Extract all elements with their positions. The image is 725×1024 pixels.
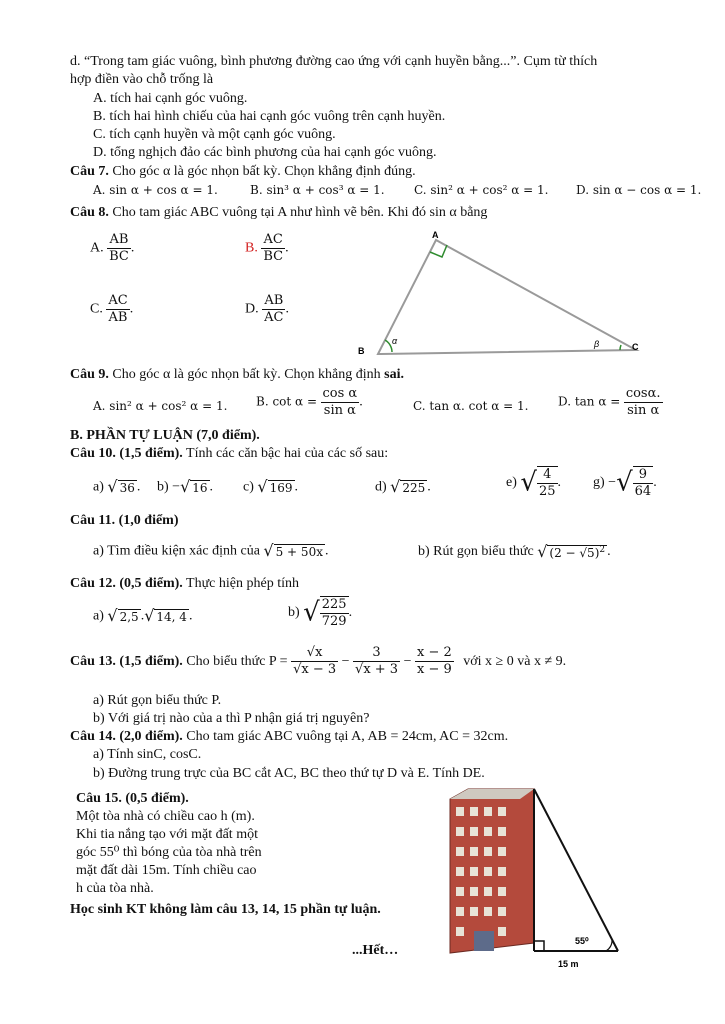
- q9-option-a: A. sin² α + cos² α = 1.: [93, 399, 228, 413]
- q10-a: a) √ 36 .: [93, 477, 141, 496]
- q8-option-b-letter: B.: [245, 240, 258, 256]
- q9-label: Câu 9.: [70, 367, 109, 382]
- q6d-stem-line1: d. “Trong tam giác vuông, bình phương đường cao ứng với cạnh huyền bằng...”. Cụm từ thích: [70, 54, 598, 69]
- q13-term3: $\frac{x - 2}{x - 9}$: [416, 645, 452, 677]
- q6d-option-a: A. tích hai cạnh góc vuông.: [93, 91, 248, 106]
- q9-bold-word: sai.: [384, 367, 404, 382]
- q14-a: a) Tính sinC, cosC.: [93, 747, 202, 762]
- fig-label-a: A: [432, 230, 439, 240]
- q11-label: Câu 11. (1,0 điểm): [70, 513, 179, 528]
- q8-option-c-letter: C.: [90, 301, 103, 317]
- q8-option-d: D. $\frac{AB}{AC}$ .: [245, 293, 289, 325]
- q8-option-a-letter: A.: [90, 240, 104, 256]
- q13-a: a) Rút gọn biểu thức P.: [93, 693, 222, 708]
- q7-option-a: A. sin α + cos α = 1.: [93, 183, 218, 197]
- q7-label: Câu 7.: [70, 164, 109, 179]
- q15-label: Câu 15. (0,5 điểm).: [76, 791, 189, 806]
- q10-e-fraction: $\frac{4}{25}$: [538, 467, 556, 499]
- q10-d: d) √ 225 .: [375, 477, 431, 496]
- q6d-option-c: C. tích cạnh huyền và một cạnh góc vuông.: [93, 127, 336, 142]
- fig-angle-label: 55⁰: [575, 936, 589, 946]
- q7-stem: [70, 163, 416, 180]
- q12-stem: [70, 575, 299, 592]
- q8-option-b: B. $\frac{AC}{BC}$ .: [245, 232, 289, 264]
- q12-a: a) √ 2,5 .√ 14, 4 .: [93, 606, 193, 625]
- q13-term1: $\frac{√x}{√x - 3}$: [293, 645, 337, 677]
- q13-b: b) Với giá trị nào của a thì P nhận giá trị nguyên?: [93, 711, 370, 726]
- triangle-abc: [378, 240, 636, 354]
- alpha-arc: [385, 340, 392, 352]
- q6d-option-d: D. tổng nghịch đảo các bình phương của hai cạnh góc vuông.: [93, 145, 437, 160]
- q13-label: Câu 13. (1,5 điểm).: [70, 654, 183, 669]
- end-marker: ...Hết…: [352, 943, 399, 958]
- q9-option-d-prefix: D. tan α =: [558, 394, 621, 409]
- q10-label: Câu 10. (1,5 điểm).: [70, 446, 183, 461]
- q14-label: Câu 14. (2,0 điểm).: [70, 729, 183, 744]
- fig-label-b: B: [358, 346, 365, 356]
- q15-line4: mặt đất dài 15m. Tính chiều cao: [76, 863, 257, 878]
- angle-arc: [606, 940, 612, 951]
- q8-stem: [70, 204, 487, 221]
- q8-option-b-fraction: $\frac{AC}{BC}$: [263, 232, 284, 264]
- q15-building-figure: [440, 783, 620, 973]
- q8-option-d-fraction: $\frac{AB}{AC}$: [264, 293, 284, 325]
- q8-label: Câu 8.: [70, 205, 109, 220]
- q14-text: Cho tam giác ABC vuông tại A, AB = 24cm, AC = 32cm.: [186, 729, 509, 744]
- q11-a: a) Tìm điều kiện xác định của √ 5 + 50x .: [93, 541, 329, 560]
- q15-line1: Một tòa nhà có chiều cao h (m).: [76, 809, 255, 824]
- q9-stem: [70, 366, 404, 383]
- q12-text: Thực hiện phép tính: [186, 576, 299, 591]
- note-kt: Học sinh KT không làm câu 13, 14, 15 phần tự luận.: [70, 902, 381, 917]
- q6d-stem-line2: hợp điền vào chỗ trống là: [70, 72, 214, 87]
- building-door: [474, 931, 494, 951]
- q10-text: Tính các căn bậc hai của các số sau:: [186, 446, 389, 461]
- q7-option-b: B. sin³ α + cos³ α = 1.: [250, 183, 385, 197]
- q10-stem: [70, 445, 388, 462]
- q13-stem: Câu 13. (1,5 điểm). Cho biểu thức P = $\frac{√x}{√x - 3}$ − $\frac{3}{√x + 3}$ − $\frac{x - 2}{x - 9}$ với x ≥ 0 và x ≠ 9.: [70, 645, 567, 677]
- fig-label-c: C: [632, 342, 639, 352]
- q10-b: b) −√ 16 .: [157, 477, 214, 496]
- q9-option-d-fraction: $\frac{\cos\alpha.}{\text{sin α}}$: [625, 386, 661, 418]
- q10-g-fraction: $\frac{9}{64}$: [634, 467, 652, 499]
- building-roof: [450, 789, 534, 799]
- right-angle-mark: [534, 941, 544, 951]
- q13-text: Cho biểu thức P =: [186, 654, 288, 669]
- q8-text: Cho tam giác ABC vuông tại A như hình vẽ bên. Khi đó sin α bằng: [112, 205, 488, 220]
- q8-option-a: A. $\frac{AB}{BC}$ .: [90, 232, 135, 264]
- q15-line5: h của tòa nhà.: [76, 881, 154, 896]
- q8-triangle-figure: [350, 226, 650, 362]
- q8-option-d-letter: D.: [245, 301, 259, 317]
- q7-option-d: D. sin α − cos α = 1.: [576, 183, 702, 197]
- q7-text: Cho góc α là góc nhọn bất kỳ. Chọn khẳng định đúng.: [112, 164, 416, 179]
- q13-condition: với x ≥ 0 và x ≠ 9.: [463, 654, 567, 669]
- q12-b: b) √ $\frac{225}{729}$ .: [288, 597, 353, 629]
- q12-label: Câu 12. (0,5 điểm).: [70, 576, 183, 591]
- q8-option-c: C. $\frac{AC}{AB}$ .: [90, 293, 134, 325]
- q10-e: e) √ $\frac{4}{25}$ .: [506, 467, 562, 499]
- q14-stem: [70, 728, 508, 745]
- sun-ray-line: [534, 789, 618, 951]
- q11-b: b) Rút gọn biểu thức √ $(2 - √5)^2$ .: [418, 542, 611, 561]
- q9-option-b: B. cot α = $\frac{\text{cos α}}{\text{sin α}}$ .: [256, 386, 363, 418]
- q8-option-c-fraction: $\frac{AC}{AB}$: [108, 293, 128, 325]
- q10-c: c) √ 169 .: [243, 477, 298, 496]
- q9-option-b-prefix: B. cot α =: [256, 394, 318, 409]
- q15-line3: góc 55⁰ thì bóng của tòa nhà trên: [76, 845, 262, 860]
- q14-b: b) Đường trung trực của BC cắt AC, BC theo thứ tự D và E. Tính DE.: [93, 766, 485, 781]
- q12-b-fraction: $\frac{225}{729}$: [321, 597, 347, 629]
- q10-g: g) −√ $\frac{9}{64}$ .: [593, 467, 657, 499]
- q15-line2: Khi tia nắng tạo với mặt đất một: [76, 827, 258, 842]
- q9-text: Cho góc α là góc nhọn bất kỳ. Chọn khẳng định: [112, 367, 381, 382]
- part-b-heading: B. PHẦN TỰ LUẬN (7,0 điểm).: [70, 428, 260, 443]
- fig-label-beta: β: [594, 339, 600, 349]
- q6d-option-b: B. tích hai hình chiếu của hai cạnh góc vuông trên cạnh huyền.: [93, 109, 446, 124]
- q9-option-c: C. tan α. cot α = 1.: [413, 399, 529, 413]
- q8-option-a-fraction: $\frac{AB}{BC}$: [109, 232, 129, 264]
- fig-label-alpha: α: [392, 336, 398, 346]
- q9-option-d: [558, 386, 663, 419]
- q7-option-c: C. sin² α + cos² α = 1.: [414, 183, 549, 197]
- q9-option-b-fraction: $\frac{\text{cos α}}{\text{sin α}}$: [322, 386, 358, 418]
- q13-term2: $\frac{3}{√x + 3}$: [355, 645, 399, 677]
- fig-length-label: 15 m: [558, 959, 579, 969]
